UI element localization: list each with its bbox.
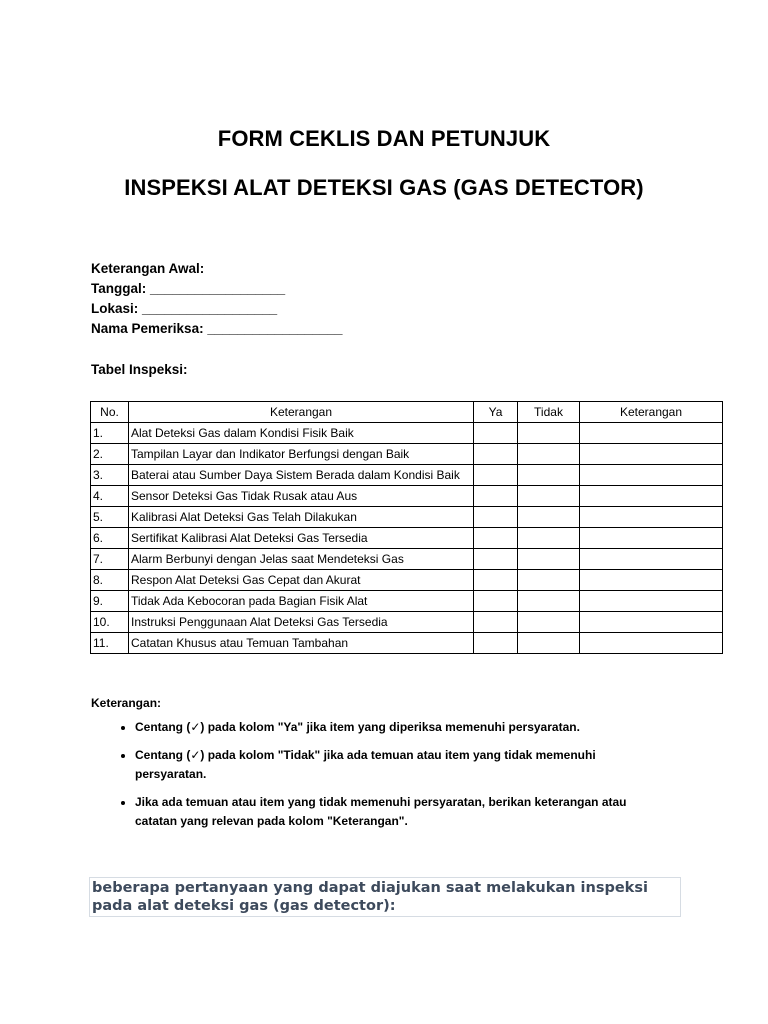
notes-list	[91, 718, 665, 840]
location-field: Lokasi: __________________	[91, 301, 278, 316]
cell-yes-check[interactable]	[474, 633, 518, 654]
cell-no: 9.	[91, 591, 129, 612]
note-item: • Centang (✓) pada kolom "Ya" jika item yang diperiksa memenuhi persyaratan.	[135, 718, 665, 737]
cell-item: Respon Alat Deteksi Gas Cepat dan Akurat	[129, 570, 474, 591]
cell-yes-check[interactable]	[474, 591, 518, 612]
cell-yes-check[interactable]	[474, 507, 518, 528]
cell-item: Sertifikat Kalibrasi Alat Deteksi Gas Tersedia	[129, 528, 474, 549]
cell-remarks[interactable]	[580, 423, 723, 444]
questions-heading: beberapa pertanyaan yang dapat diajukan saat melakukan inspeksi pada alat deteksi gas (gas detector):	[89, 877, 681, 917]
document-title-line-2: INSPEKSI ALAT DETEKSI GAS (GAS DETECTOR)	[124, 175, 644, 200]
cell-no: 11.	[91, 633, 129, 654]
cell-yes-check[interactable]	[474, 444, 518, 465]
inspection-table	[90, 401, 723, 654]
table-row	[91, 570, 723, 591]
cell-item: Instruksi Penggunaan Alat Deteksi Gas Tersedia	[129, 612, 474, 633]
table-row	[91, 549, 723, 570]
header-no: No.	[91, 402, 129, 423]
cell-yes-check[interactable]	[474, 465, 518, 486]
table-row	[91, 591, 723, 612]
cell-no: 8.	[91, 570, 129, 591]
cell-no-check[interactable]	[518, 549, 580, 570]
cell-item: Baterai atau Sumber Daya Sistem Berada dalam Kondisi Baik	[129, 465, 474, 486]
table-row	[91, 528, 723, 549]
header-yes: Ya	[474, 402, 518, 423]
cell-remarks[interactable]	[580, 486, 723, 507]
cell-yes-check[interactable]	[474, 549, 518, 570]
cell-yes-check[interactable]	[474, 528, 518, 549]
cell-no-check[interactable]	[518, 612, 580, 633]
header-remarks: Keterangan	[580, 402, 723, 423]
header-no-pass: Tidak	[518, 402, 580, 423]
table-row	[91, 507, 723, 528]
cell-no: 2.	[91, 444, 129, 465]
cell-remarks[interactable]	[580, 549, 723, 570]
cell-yes-check[interactable]	[474, 612, 518, 633]
cell-remarks[interactable]	[580, 528, 723, 549]
cell-no: 10.	[91, 612, 129, 633]
inspector-name-field: Nama Pemeriksa: __________________	[91, 321, 343, 336]
cell-remarks[interactable]	[580, 444, 723, 465]
cell-no: 7.	[91, 549, 129, 570]
cell-no: 6.	[91, 528, 129, 549]
cell-no-check[interactable]	[518, 444, 580, 465]
cell-item: Catatan Khusus atau Temuan Tambahan	[129, 633, 474, 654]
date-field: Tanggal: __________________	[91, 281, 286, 296]
table-body	[91, 423, 723, 654]
document-title-line-1: FORM CEKLIS DAN PETUNJUK	[217, 126, 551, 151]
initial-info-block	[91, 259, 342, 339]
table-row	[91, 633, 723, 654]
note-item: • Jika ada temuan atau item yang tidak memenuhi persyaratan, berikan keterangan atau catatan yang relevan pada kolom "Keterangan".	[135, 793, 665, 831]
cell-no: 1.	[91, 423, 129, 444]
notes-label: Keterangan:	[91, 696, 162, 710]
cell-remarks[interactable]	[580, 570, 723, 591]
inspection-table-label: Tabel Inspeksi:	[91, 362, 188, 377]
cell-no-check[interactable]	[518, 486, 580, 507]
cell-remarks[interactable]	[580, 633, 723, 654]
table-row	[91, 444, 723, 465]
cell-item: Tidak Ada Kebocoran pada Bagian Fisik Alat	[129, 591, 474, 612]
cell-yes-check[interactable]	[474, 570, 518, 591]
table-row	[91, 465, 723, 486]
cell-no-check[interactable]	[518, 528, 580, 549]
table-row	[91, 612, 723, 633]
cell-no: 5.	[91, 507, 129, 528]
initial-info-heading: Keterangan Awal:	[91, 261, 205, 276]
cell-item: Alarm Berbunyi dengan Jelas saat Mendeteksi Gas	[129, 549, 474, 570]
cell-no-check[interactable]	[518, 633, 580, 654]
cell-item: Sensor Deteksi Gas Tidak Rusak atau Aus	[129, 486, 474, 507]
note-item: • Centang (✓) pada kolom "Tidak" jika ada temuan atau item yang tidak memenuhi persyaratan.	[135, 746, 665, 784]
table-row	[91, 423, 723, 444]
cell-yes-check[interactable]	[474, 423, 518, 444]
cell-no: 3.	[91, 465, 129, 486]
cell-no-check[interactable]	[518, 570, 580, 591]
cell-no-check[interactable]	[518, 507, 580, 528]
cell-item: Alat Deteksi Gas dalam Kondisi Fisik Baik	[129, 423, 474, 444]
cell-item: Tampilan Layar dan Indikator Berfungsi dengan Baik	[129, 444, 474, 465]
cell-yes-check[interactable]	[474, 486, 518, 507]
cell-no-check[interactable]	[518, 423, 580, 444]
cell-item: Kalibrasi Alat Deteksi Gas Telah Dilakukan	[129, 507, 474, 528]
table-header-row	[91, 402, 723, 423]
cell-remarks[interactable]	[580, 591, 723, 612]
header-item: Keterangan	[129, 402, 474, 423]
cell-no: 4.	[91, 486, 129, 507]
table-row	[91, 486, 723, 507]
cell-remarks[interactable]	[580, 507, 723, 528]
cell-remarks[interactable]	[580, 612, 723, 633]
cell-no-check[interactable]	[518, 465, 580, 486]
cell-remarks[interactable]	[580, 465, 723, 486]
cell-no-check[interactable]	[518, 591, 580, 612]
